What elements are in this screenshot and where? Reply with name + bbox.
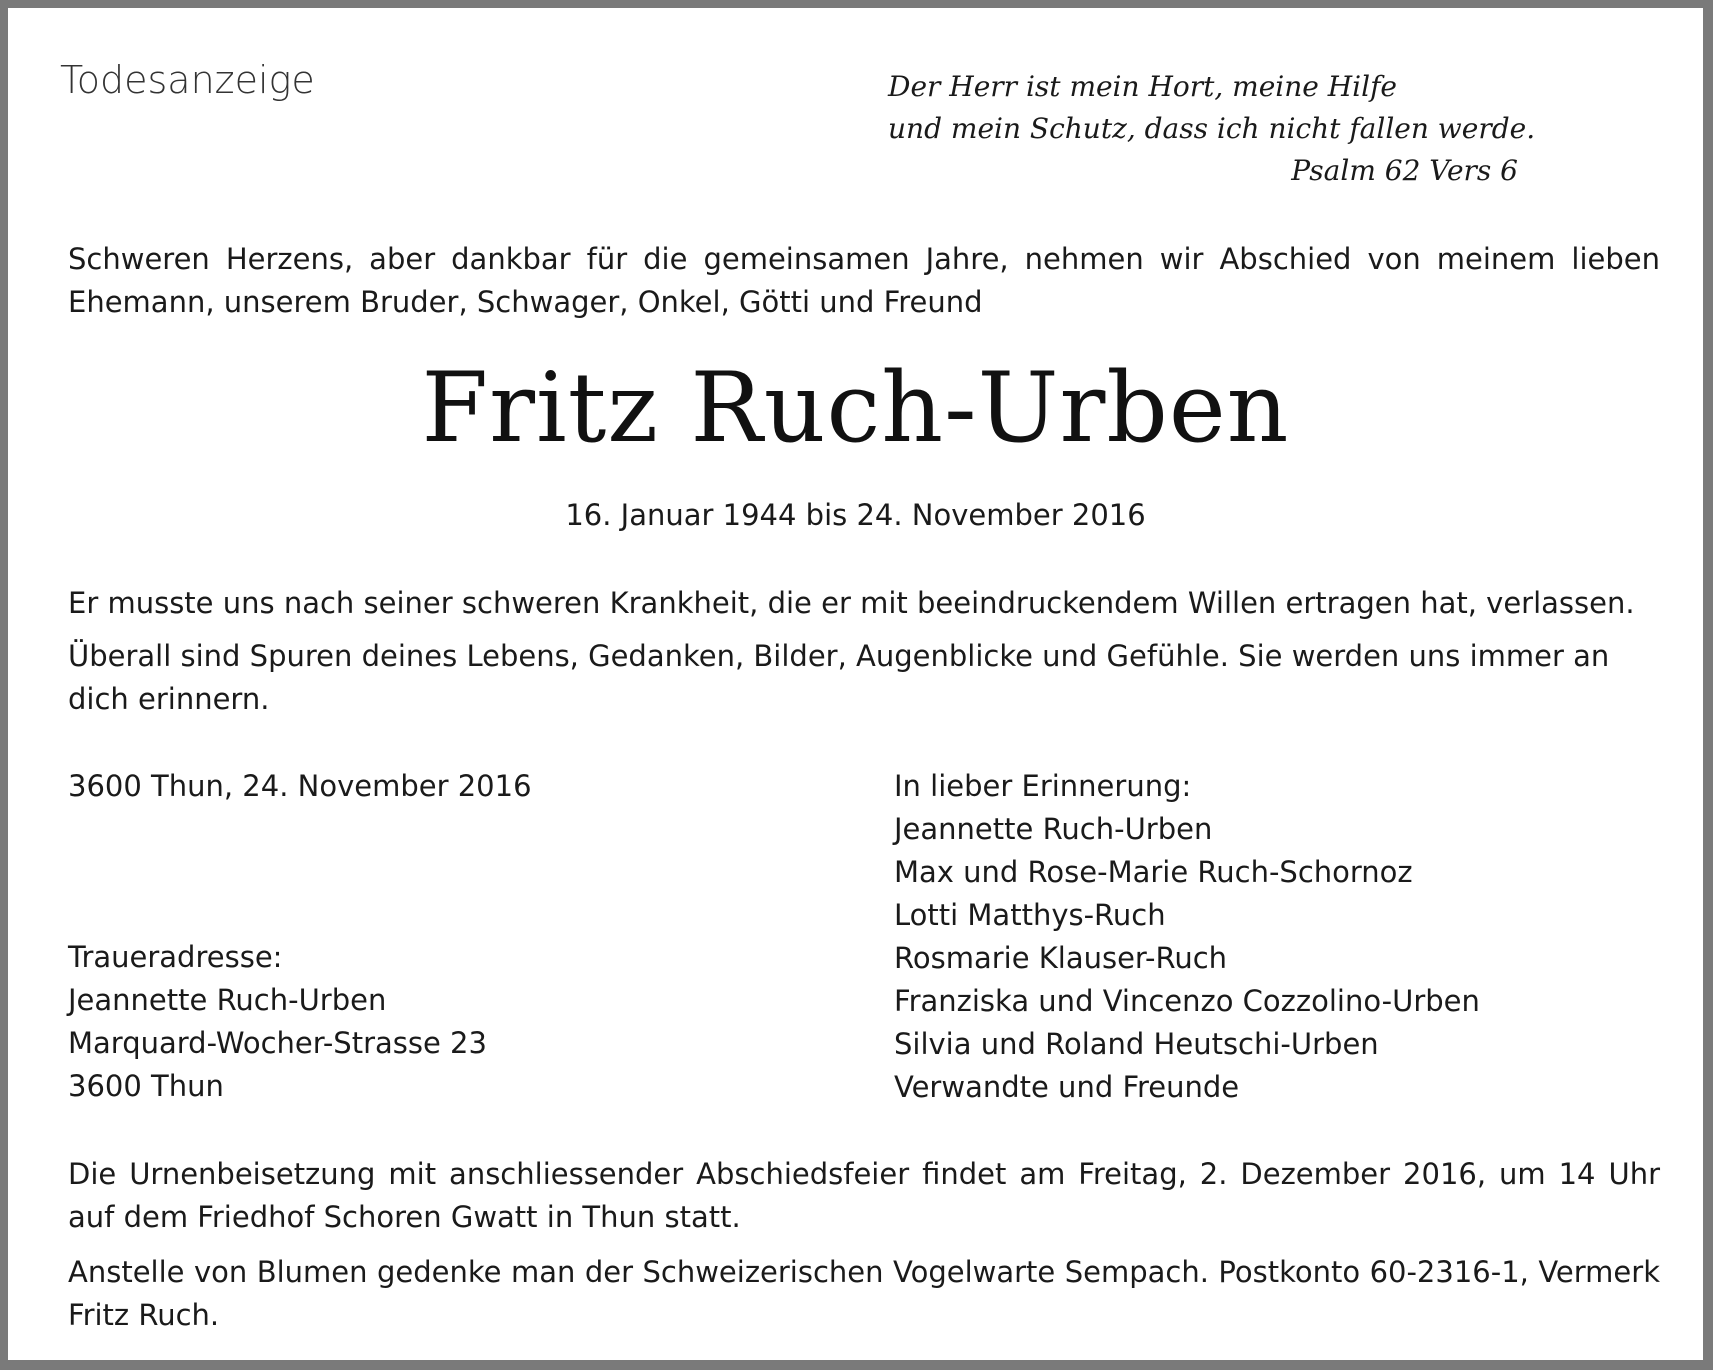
place-date-block bbox=[68, 765, 768, 808]
mourner-name: Lotti Matthys-Ruch bbox=[894, 898, 1166, 932]
mourning-address-label: Traueradresse: bbox=[68, 940, 283, 974]
verse-line: und mein Schutz, dass ich nicht fallen werde. bbox=[888, 112, 1536, 145]
donation-paragraph: Anstelle von Blumen gedenke man der Schweizerischen Vogelwarte Sempach. Postkonto 60-2316-1, Vermerk Fritz Ruch. bbox=[68, 1255, 1660, 1332]
address-line: 3600 Thun bbox=[68, 1069, 224, 1103]
mourner-name: Jeannette Ruch-Urben bbox=[894, 812, 1213, 846]
bible-verse bbox=[888, 66, 1536, 192]
place-date: 3600 Thun, 24. November 2016 bbox=[68, 769, 532, 803]
intro-paragraph: Schweren Herzens, aber dankbar für die gemeinsamen Jahre, nehmen wir Abschied von meinem lieben Ehemann, unserem Bruder, Schwager, Onkel, Götti und Freund bbox=[68, 242, 1660, 319]
verse-line: Der Herr ist mein Hort, meine Hilfe bbox=[888, 70, 1398, 103]
address-line: Marquard-Wocher-Strasse 23 bbox=[68, 1026, 487, 1060]
mourners-label: In lieber Erinnerung: bbox=[894, 769, 1192, 803]
mourners-list bbox=[894, 765, 1674, 1109]
address-line: Jeannette Ruch-Urben bbox=[68, 983, 387, 1017]
illness-paragraph: Er musste uns nach seiner schweren Krankheit, die er mit beeindruckendem Willen ertragen hat, verlassen. bbox=[68, 586, 1635, 620]
mourning-address bbox=[68, 936, 768, 1108]
mourner-name: Franziska und Vincenzo Cozzolino-Urben bbox=[894, 984, 1480, 1018]
memories-paragraph: Überall sind Spuren deines Lebens, Gedanken, Bilder, Augenblicke und Gefühle. Sie werden uns immer an dich erinnern. bbox=[68, 639, 1610, 716]
notice-type-label: Todesanzeige bbox=[60, 58, 315, 102]
deceased-name: Fritz Ruch-Urben bbox=[421, 352, 1290, 464]
ceremony-paragraph: Die Urnenbeisetzung mit anschliessender Abschiedsfeier findet am Freitag, 2. Dezember 2016, um 14 Uhr auf dem Friedhof Schoren Gwatt in Thun statt. bbox=[68, 1157, 1660, 1234]
verse-reference: Psalm 62 Vers 6 bbox=[1291, 154, 1518, 187]
mourner-name: Silvia und Roland Heutschi-Urben bbox=[894, 1027, 1379, 1061]
death-notice bbox=[8, 8, 1703, 1360]
mourner-name: Verwandte und Freunde bbox=[894, 1070, 1240, 1104]
life-dates: 16. Januar 1944 bis 24. November 2016 bbox=[565, 498, 1146, 532]
mourner-name: Rosmarie Klauser-Ruch bbox=[894, 941, 1228, 975]
mourner-name: Max und Rose-Marie Ruch-Schornoz bbox=[894, 855, 1413, 889]
